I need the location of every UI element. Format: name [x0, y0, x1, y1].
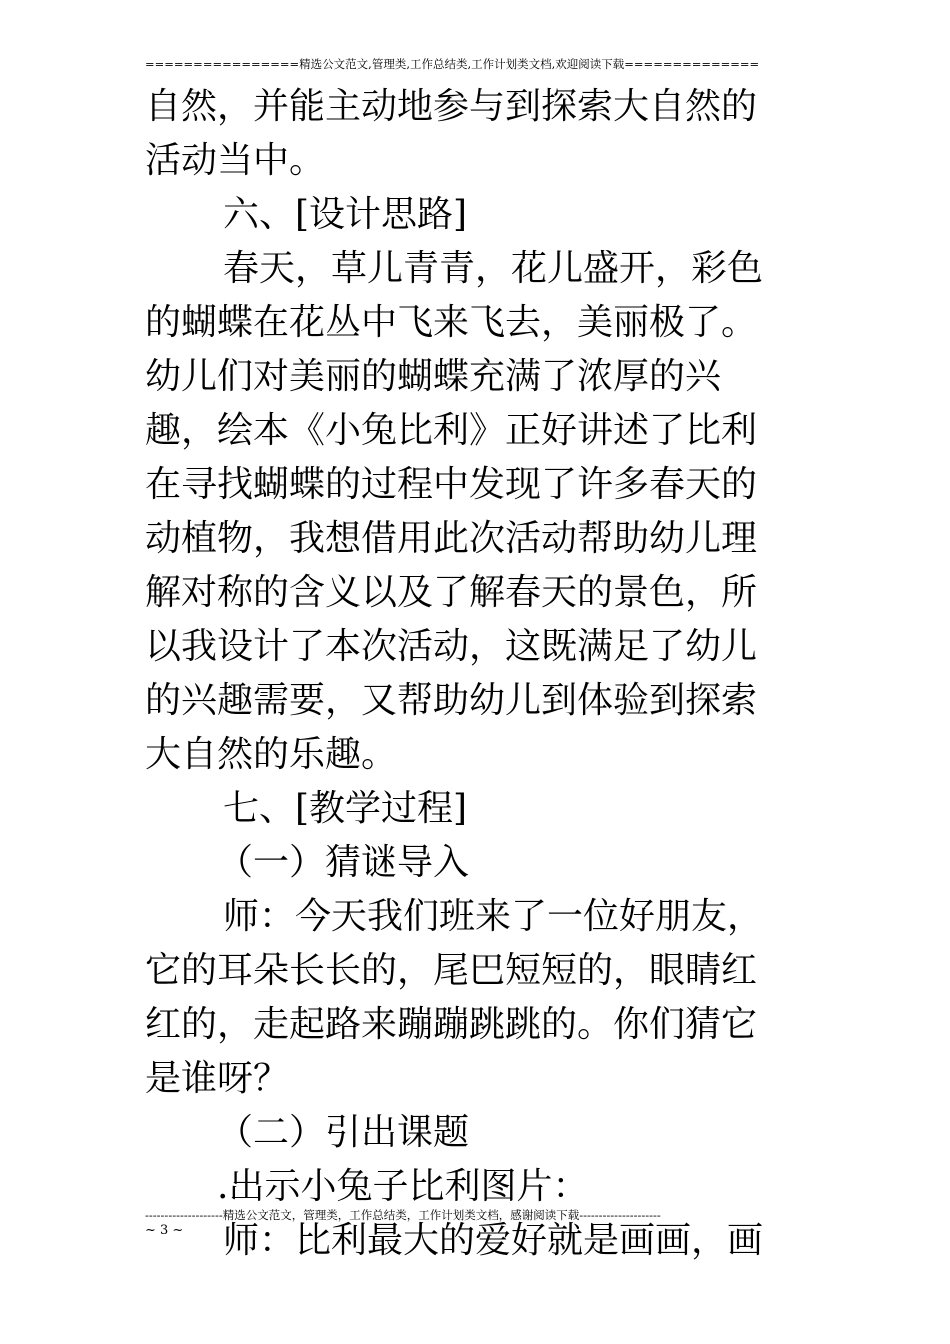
paragraph-line: 在寻找蝴蝶的过程中发现了许多春天的 [145, 464, 758, 505]
paragraph-line: 趣，绘本《小兔比利》正好讲述了比利 [145, 410, 758, 451]
section-heading-process: 七、[教学过程] [223, 788, 468, 829]
paragraph-line: 春天，草儿青青，花儿盛开，彩色 [223, 248, 764, 289]
paragraph-line: 活动当中。 [145, 140, 326, 181]
paragraph-line: 师：今天我们班来了一位好朋友， [223, 896, 764, 937]
paragraph-line: 是谁呀？ [145, 1058, 290, 1099]
page-number: ~ 3 ~ [145, 1223, 184, 1238]
paragraph-line: 师：比利最大的爱好就是画画，画 [223, 1220, 764, 1261]
page-footer: --------------------精选公文范文，管理类，工作总结类，工作计划类文档，感谢阅读下载--------------------- [145, 1208, 661, 1222]
paragraph-line: 的兴趣需要，又帮助幼儿到体验到探索 [145, 680, 758, 721]
paragraph-line: 以我设计了本次活动，这既满足了幼儿 [145, 626, 758, 667]
document-body [145, 80, 800, 1268]
paragraph-line: 自然，并能主动地参与到探索大自然的 [145, 86, 758, 127]
paragraph-line: 解对称的含义以及了解春天的景色，所 [145, 572, 758, 613]
paragraph-line: 大自然的乐趣。 [145, 734, 398, 775]
paragraph-line: 红的，走起路来蹦蹦跳跳的。你们猜它 [145, 1004, 758, 1045]
paragraph-line: 幼儿们对美丽的蝴蝶充满了浓厚的兴 [145, 356, 722, 397]
section-heading-design: 六、[设计思路] [223, 194, 468, 235]
paragraph-line: 它的耳朵长长的，尾巴短短的，眼睛红 [145, 950, 758, 991]
paragraph-line: .出示小兔子比利图片： [217, 1166, 589, 1207]
subsection-heading-riddle: （一）猜谜导入 [217, 842, 470, 883]
subsection-heading-topic: （二）引出课题 [217, 1112, 470, 1153]
page-header: ================精选公文范文,管理类,工作总结类,工作计划类文档,欢迎阅读下载============== [145, 57, 760, 71]
paragraph-line: 的蝴蝶在花丛中飞来飞去，美丽极了。 [145, 302, 758, 343]
paragraph-line: 动植物，我想借用此次活动帮助幼儿理 [145, 518, 758, 559]
